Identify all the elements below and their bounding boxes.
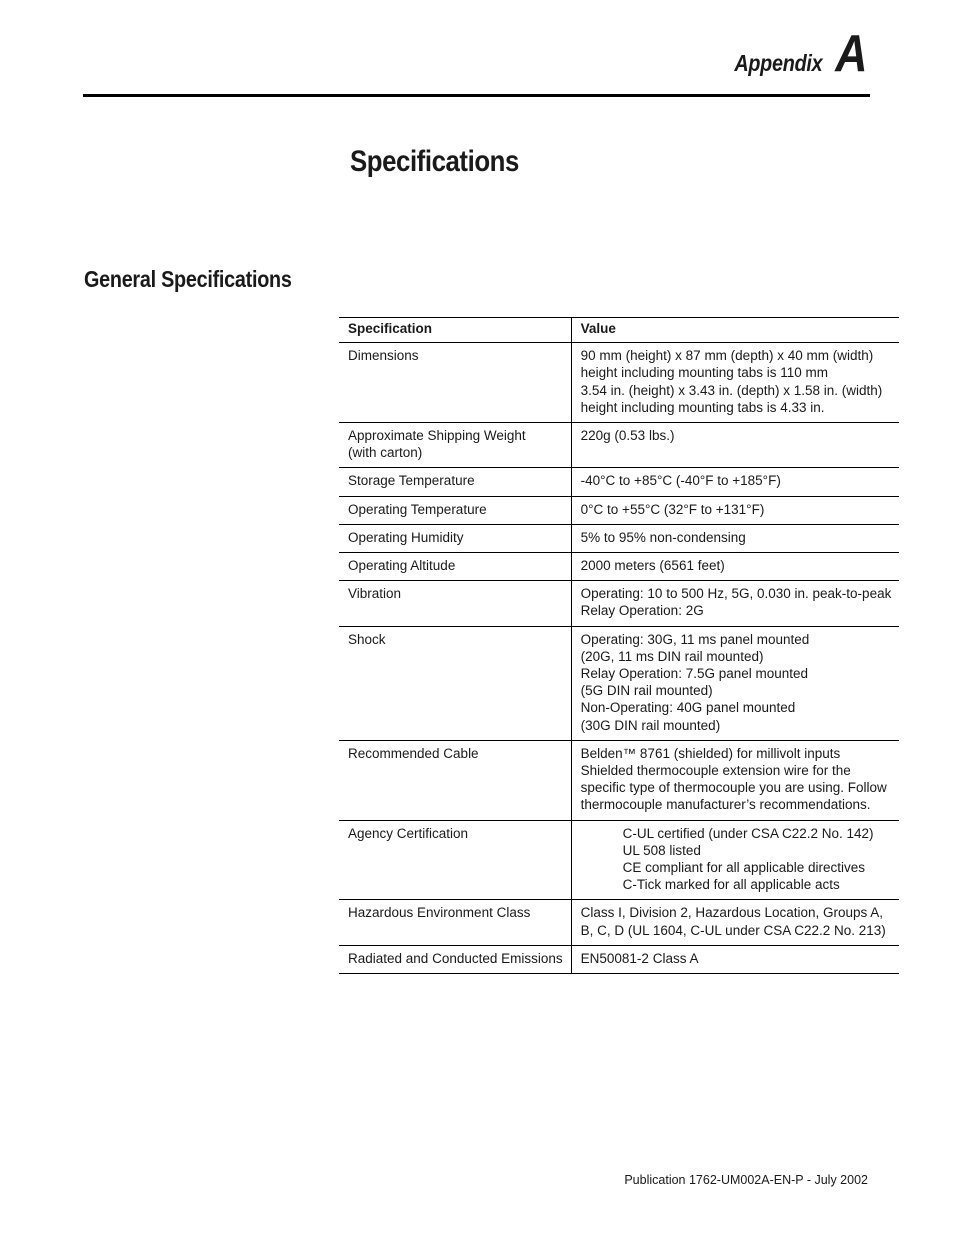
spec-value-cell <box>571 900 899 945</box>
spec-value-cell <box>571 496 899 524</box>
spec-value-cell <box>571 820 899 900</box>
spec-value-cell <box>571 423 899 468</box>
page-title: Specifications <box>350 145 519 178</box>
spec-name-line: Operating Humidity <box>348 529 464 545</box>
spec-value-cell <box>571 524 899 552</box>
specifications-table <box>339 317 899 974</box>
spec-name-cell <box>339 496 571 524</box>
appendix-letter: A <box>835 25 868 83</box>
spec-value-line: Relay Operation: 7.5G panel mounted <box>580 666 809 682</box>
spec-value-line: UL 508 listed <box>622 842 701 858</box>
spec-value-line: Operating: 30G, 11 ms panel mounted <box>580 631 810 647</box>
spec-name-cell <box>339 945 571 973</box>
spec-name-cell <box>339 581 571 626</box>
spec-name-cell <box>339 524 571 552</box>
spec-name-cell <box>339 820 571 900</box>
spec-value-line: -40°C to +85°C (-40°F to +185°F) <box>580 473 781 489</box>
spec-name-line: Operating Altitude <box>348 558 456 574</box>
spec-name-line: Hazardous Environment Class <box>348 905 531 921</box>
spec-name-cell <box>339 740 571 820</box>
spec-value-line: 2000 meters (6561 feet) <box>580 558 725 574</box>
spec-value-line: height including mounting tabs is 4.33 in. <box>580 399 825 415</box>
spec-name-cell <box>339 423 571 468</box>
spec-value-line: height including mounting tabs is 110 mm <box>580 365 829 381</box>
spec-value-line: Shielded thermocouple extension wire for the <box>580 763 851 779</box>
spec-value-line: B, C, D (UL 1604, C-UL under CSA C22.2 No. 213) <box>580 922 886 938</box>
table-row <box>339 468 899 496</box>
spec-name-line: Agency Certification <box>348 825 469 841</box>
table-row <box>339 343 899 423</box>
spec-name-line: (with carton) <box>348 445 423 461</box>
spec-value-line: 0°C to +55°C (32°F to +131°F) <box>580 501 765 517</box>
spec-value-line: (30G DIN rail mounted) <box>580 717 721 733</box>
table-row <box>339 740 899 820</box>
spec-name-line: Approximate Shipping Weight <box>348 428 526 444</box>
spec-name-line: Vibration <box>348 586 402 602</box>
spec-value-line: thermocouple manufacturer’s recommendations. <box>580 797 871 813</box>
table-row <box>339 423 899 468</box>
spec-name-cell <box>339 468 571 496</box>
spec-value-line: C-UL certified (under CSA C22.2 No. 142) <box>622 825 874 841</box>
table-row <box>339 581 899 626</box>
spec-value-line: 220g (0.53 lbs.) <box>580 428 675 444</box>
spec-value-line: (5G DIN rail mounted) <box>580 683 713 699</box>
spec-name-line: Dimensions <box>348 348 419 364</box>
table-row <box>339 945 899 973</box>
column-header-value: Value <box>571 318 899 343</box>
column-header-specification: Specification <box>339 318 571 343</box>
spec-value-cell <box>571 740 899 820</box>
spec-value-cell <box>571 343 899 423</box>
spec-value-line: Class I, Division 2, Hazardous Location, Groups A, <box>580 905 884 921</box>
spec-value-cell <box>571 468 899 496</box>
table-row <box>339 626 899 740</box>
spec-value-cell <box>571 626 899 740</box>
spec-value-line: (20G, 11 ms DIN rail mounted) <box>580 648 764 664</box>
spec-value-line: 3.54 in. (height) x 3.43 in. (depth) x 1.58 in. (width) <box>580 382 883 398</box>
appendix-label: Appendix <box>734 50 823 76</box>
spec-name-line: Operating Temperature <box>348 501 487 517</box>
publication-footer: Publication 1762-UM002A-EN-P - July 2002 <box>624 1173 868 1187</box>
spec-name-cell <box>339 553 571 581</box>
table-row <box>339 900 899 945</box>
section-title: General Specifications <box>84 266 292 292</box>
spec-name-line: Storage Temperature <box>348 473 475 489</box>
spec-name-cell <box>339 900 571 945</box>
spec-name-line: Recommended Cable <box>348 745 479 761</box>
spec-value-cell <box>571 581 899 626</box>
table-body <box>339 343 899 974</box>
spec-value-line: Relay Operation: 2G <box>580 603 704 619</box>
table-row <box>339 524 899 552</box>
spec-value-line: Belden™ 8761 (shielded) for millivolt inputs <box>580 745 841 761</box>
spec-name-cell <box>339 343 571 423</box>
spec-value-cell <box>571 553 899 581</box>
spec-value-line: EN50081-2 Class A <box>580 950 699 966</box>
spec-value-line: Non-Operating: 40G panel mounted <box>580 700 796 716</box>
spec-value-cell <box>571 945 899 973</box>
table-row <box>339 553 899 581</box>
table-header-row <box>339 318 899 343</box>
spec-name-line: Radiated and Conducted Emissions <box>348 950 563 966</box>
header-rule <box>83 94 870 97</box>
spec-value-line: 5% to 95% non-condensing <box>580 529 746 545</box>
spec-value-line: specific type of thermocouple you are using. Follow <box>580 780 887 796</box>
spec-value-line: Operating: 10 to 500 Hz, 5G, 0.030 in. peak-to-peak <box>580 586 892 602</box>
table-row <box>339 820 899 900</box>
spec-name-cell <box>339 626 571 740</box>
spec-value-line: CE compliant for all applicable directives <box>622 860 866 876</box>
table-row <box>339 496 899 524</box>
appendix-header <box>720 25 868 83</box>
spec-value-line: 90 mm (height) x 87 mm (depth) x 40 mm (width) <box>580 348 874 364</box>
spec-name-line: Shock <box>348 631 386 647</box>
spec-value-line: C-Tick marked for all applicable acts <box>622 877 840 893</box>
